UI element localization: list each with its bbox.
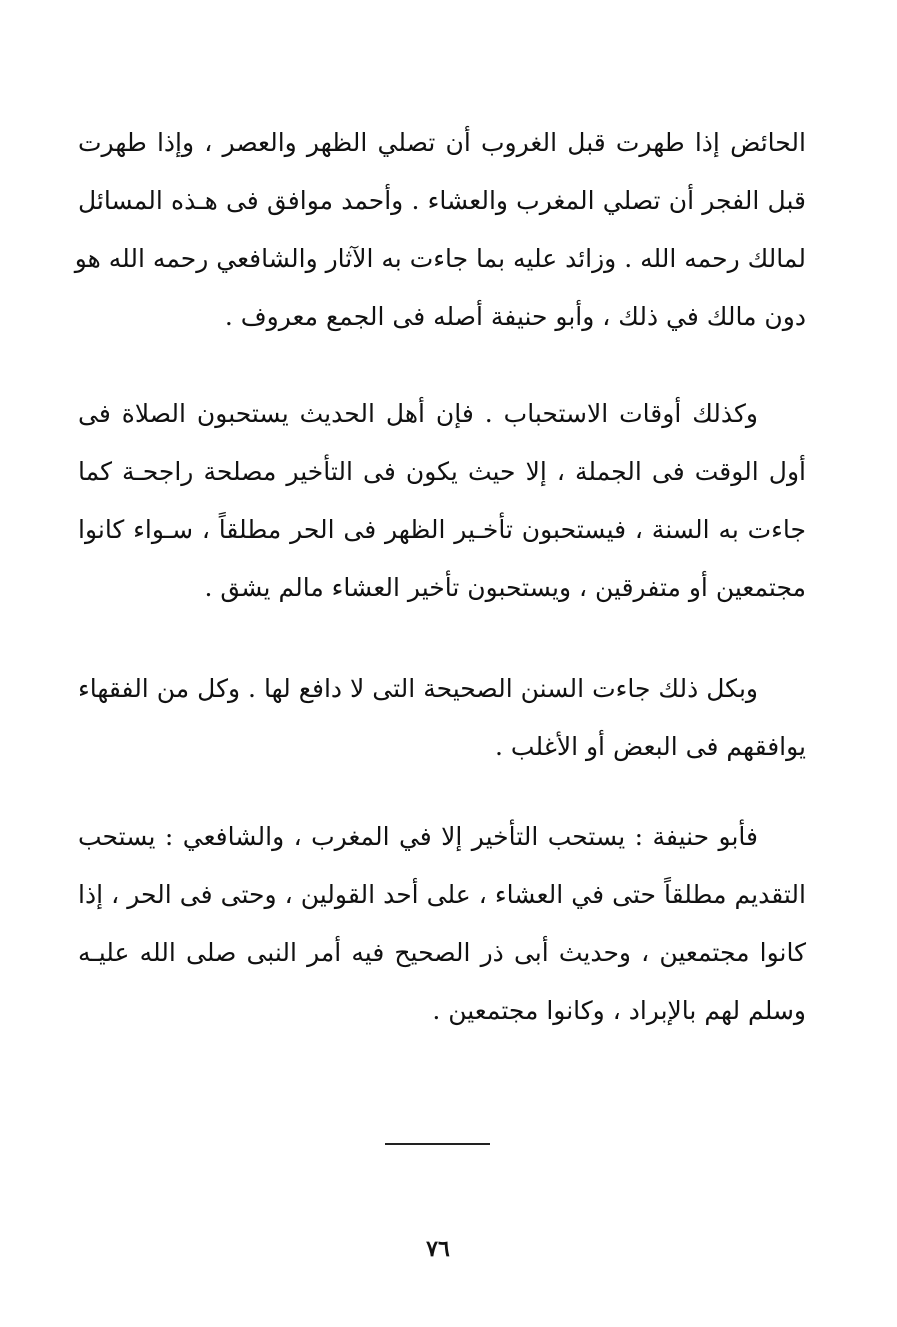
text-line: فأبو حنيفة : يستحب التأخير إلا في المغرب ، والشافعي : يستحب (78, 822, 758, 851)
text-line: دون مالك في ذلك ، وأبو حنيفة أصله فى الجمع معروف . (224, 302, 806, 331)
text-line: وبكل ذلك جاءت السنن الصحيحة التى لا دافع لها . وكل من الفقهاء (78, 674, 758, 703)
text-line: جاءت به السنة ، فيستحبون تأخـير الظهر فى الحر مطلقاً ، سـواء كانوا (78, 515, 806, 544)
paragraph-2 (78, 385, 806, 617)
text-line: كانوا مجتمعين ، وحديث أبى ذر الصحيح فيه أمر النبى صلى الله عليـه (78, 938, 806, 967)
text-line: مجتمعين أو متفرقين ، ويستحبون تأخير العشاء مالم يشق . (204, 573, 806, 602)
paragraph-4 (78, 808, 806, 1040)
text-line: لمالك رحمه الله . وزائد عليه بما جاءت به الآثار والشافعي رحمه الله هو (74, 244, 806, 273)
text-line: يوافقهم فى البعض أو الأغلب . (495, 732, 806, 761)
text-line: التقديم مطلقاً حتى في العشاء ، على أحد القولين ، وحتى فى الحر ، إذا (78, 880, 806, 909)
text-line: أول الوقت فى الجملة ، إلا حيث يكون فى التأخير مصلحة راجحـة كما (78, 457, 806, 486)
text-line: وكذلك أوقات الاستحباب . فإن أهل الحديث يستحبون الصلاة فى (78, 399, 758, 428)
paragraph-1 (74, 114, 806, 346)
text-line: قبل الفجر أن تصلي المغرب والعشاء . وأحمد موافق فى هـذه المسائل (78, 186, 806, 215)
text-line: الحائض إذا طهرت قبل الغروب أن تصلي الظهر والعصر ، وإذا طهرت (78, 128, 806, 157)
paragraph-3 (78, 660, 806, 776)
footnote-divider (385, 1143, 490, 1145)
text-line: وسلم لهم بالإبراد ، وكانوا مجتمعين . (432, 996, 806, 1025)
page-number: ٧٦ (426, 1236, 450, 1262)
